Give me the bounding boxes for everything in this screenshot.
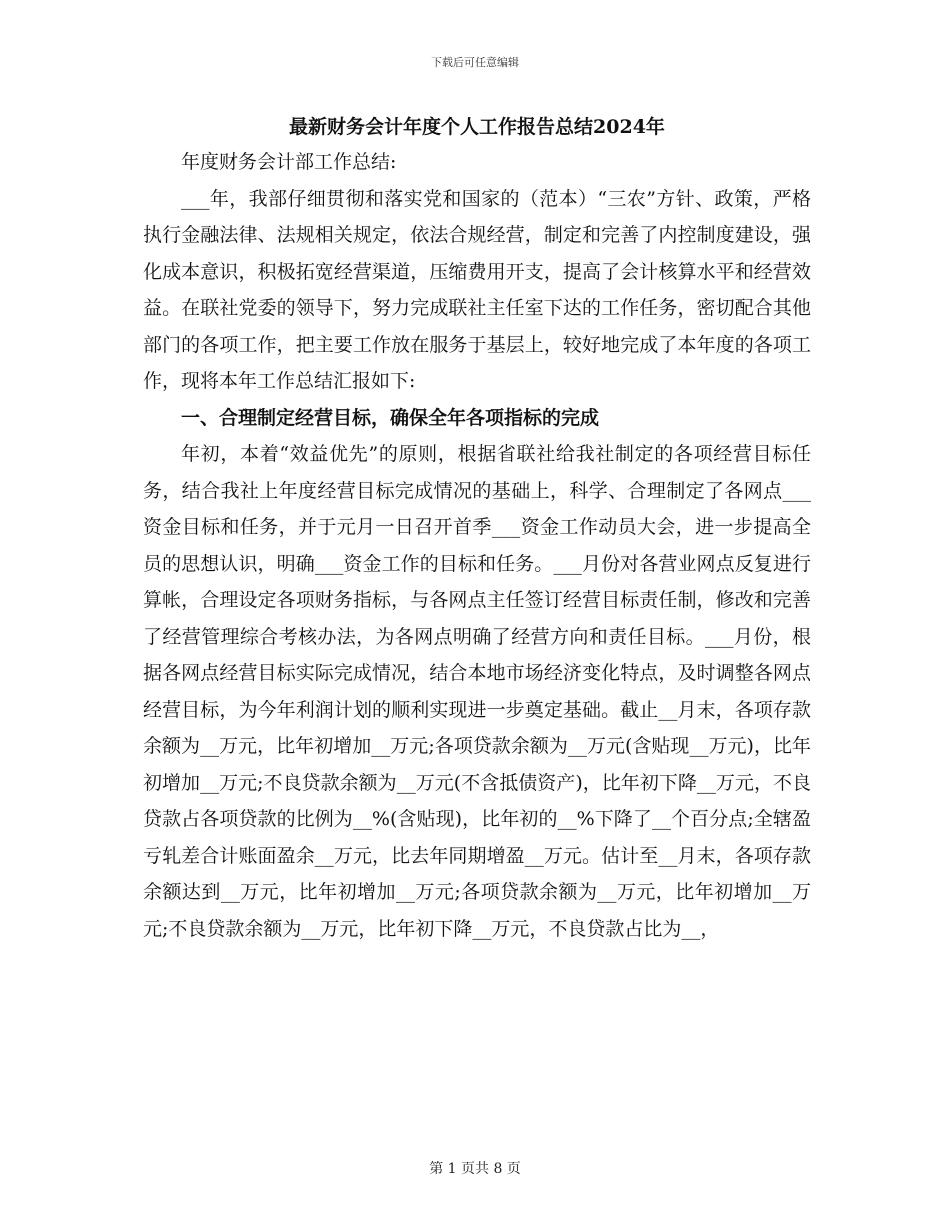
section-1-paragraph: 年初，本着“效益优先”的原则，根据省联社给我社制定的各项经营目标任务，结合我社上年度经营目标完成情况的基础上，科学、合理制定了各网点___资金目标和任务，并于元月一日召开首季___资金工作动员大会，进一步提高全员的思想认识，明确___资金工作的目标和任务。___月份对各营业网点反复进行算帐，合理设定各项财务指标，与各网点主任签订经营目标责任制，修改和完善了经营管理综合考核办法，为各网点明确了经营方向和责任目标。___月份，根据各网点经营目标实际完成情况，结合本地市场经济变化特点，及时调整各网点经营目标，为今年利润计划的顺利实现进一步奠定基础。截止__月末，各项存款余额为__万元，比年初增加__万元;各项贷款余额为__万元(含贴现__万元)，比年初增加__万元;不良贷款余额为__万元(不含抵债资产)，比年初下降__万元，不良贷款占各项贷款的比例为__%(含贴现)，比年初的__%下降了__个百分点;全辖盈亏轧差合计账面盈余__万元，比去年同期增盈__万元。估计至__月末，各项存款余额达到__万元，比年初增加__万元;各项贷款余额为__万元，比年初增加__万元;不良贷款余额为__万元，比年初下降__万元，不良贷款占比为__， bbox=[143, 443, 811, 940]
page-footer: 第 1 页共 8 页 bbox=[429, 1161, 521, 1177]
intro-paragraph: ___年，我部仔细贯彻和落实党和国家的（范本）“三农”方针、政策，严格执行金融法律、法规相关规定，依法合规经营，制定和完善了内控制度建设，强化成本意识，积极拓宽经营渠道，压缩费用开支，提高了会计核算水平和经营效益。在联社党委的领导下，努力完成联社主任室下达的工作任务，密切配合其他部门的各项工作，把主要工作放在服务于基层上，较好地完成了本年度的各项工作，现将本年工作总结汇报如下: bbox=[143, 187, 811, 392]
document-title: 最新财务会计年度个人工作报告总结2024年 bbox=[289, 116, 665, 138]
document-subtitle: 年度财务会计部工作总结: bbox=[181, 151, 397, 173]
page-header-note: 下载后可任意编辑 bbox=[431, 56, 519, 69]
document-body bbox=[143, 110, 811, 947]
section-heading-1: 一、合理制定经营目标，确保全年各项指标的完成 bbox=[181, 406, 600, 429]
